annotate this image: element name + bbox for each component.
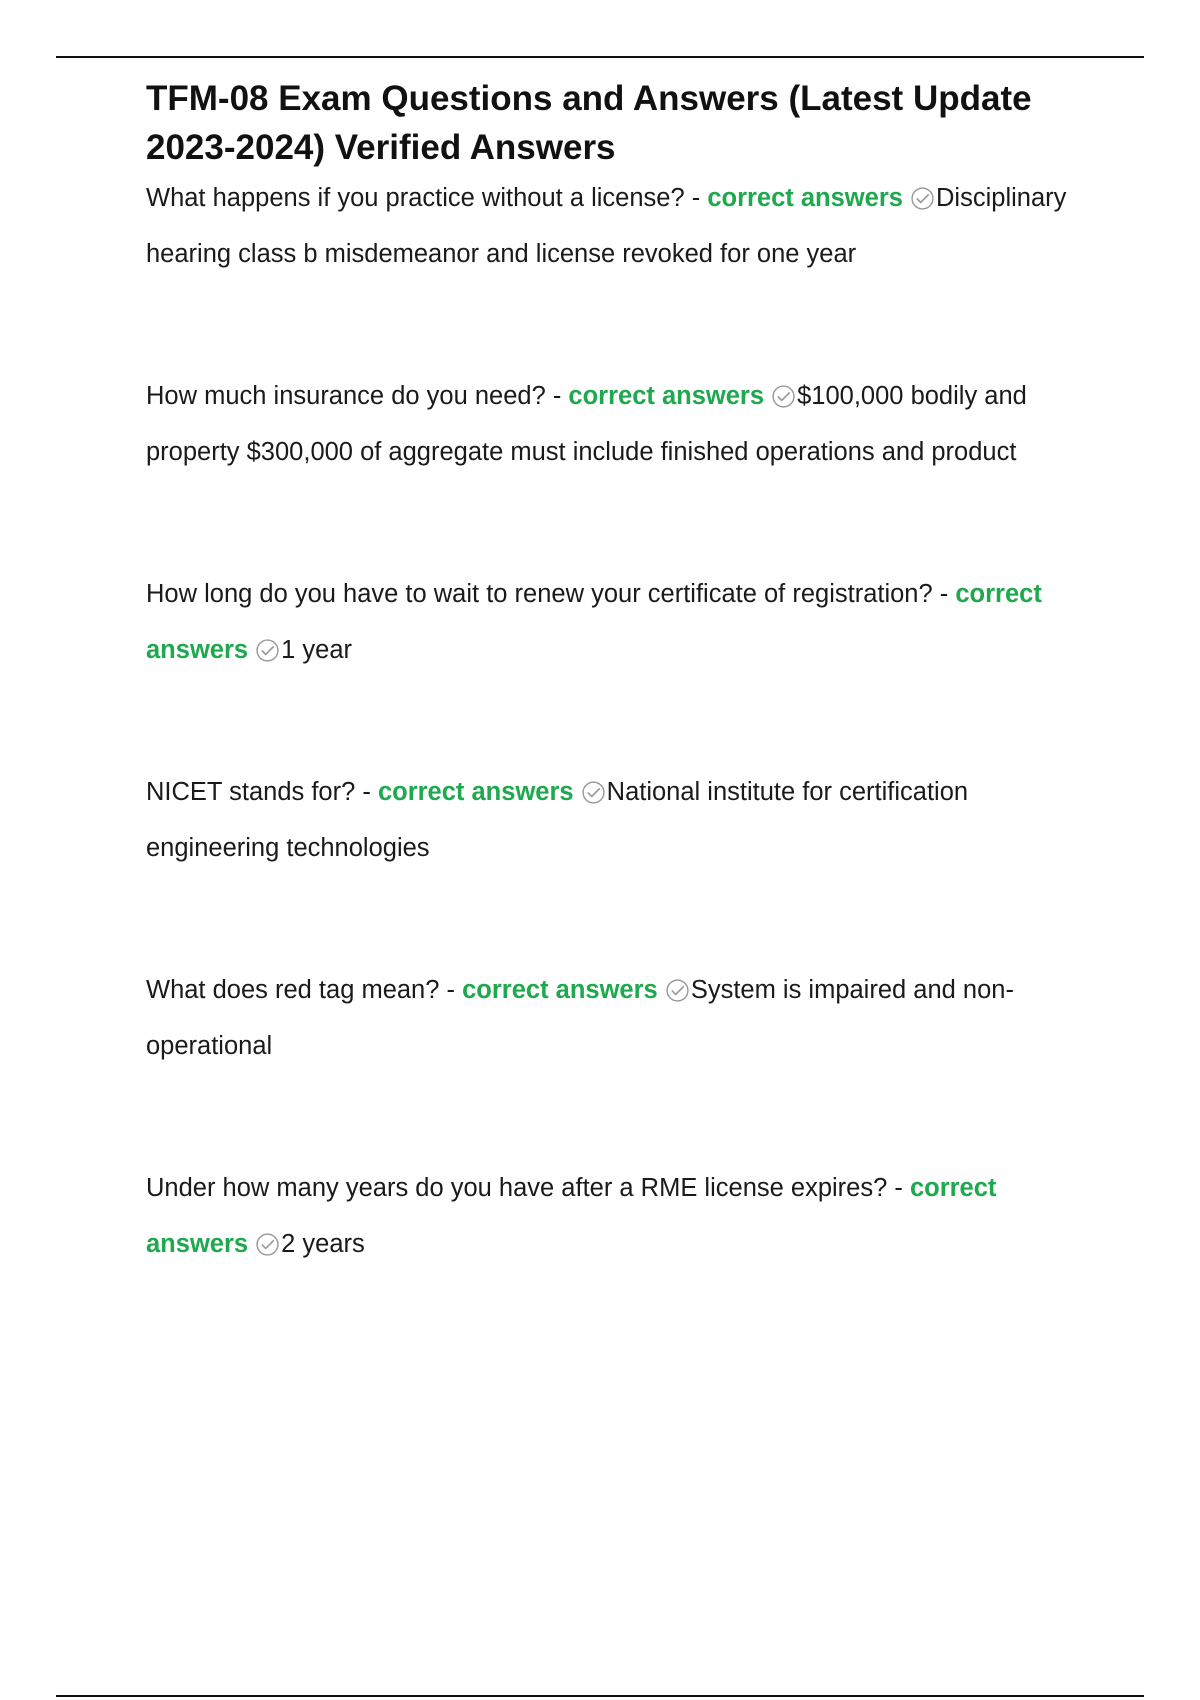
question-text: What does red tag mean? - bbox=[146, 976, 456, 1004]
correct-answers-label: correct answers bbox=[377, 778, 574, 806]
check-circle-icon bbox=[255, 638, 280, 663]
qa-item bbox=[146, 764, 1096, 876]
check-circle-icon bbox=[581, 780, 606, 805]
question-text: Under how many years do you have after a RME license expires? - bbox=[146, 1174, 903, 1202]
answer-text: National institute for certification engineering technologies bbox=[146, 778, 969, 862]
check-circle-icon bbox=[665, 978, 690, 1003]
answer-text: $100,000 bodily and property $300,000 of aggregate must include finished operations and product bbox=[146, 382, 1027, 466]
qa-item bbox=[146, 566, 1096, 678]
correct-answers-label: correct answers bbox=[146, 580, 1042, 664]
bottom-rule bbox=[56, 1695, 1144, 1697]
document-title: TFM-08 Exam Questions and Answers (Latest Update 2023-2024) Verified Answers bbox=[146, 79, 1032, 167]
qa-item bbox=[146, 962, 1096, 1074]
check-circle-icon bbox=[910, 186, 935, 211]
question-text: What happens if you practice without a license? - bbox=[146, 184, 701, 212]
correct-answers-label: correct answers bbox=[568, 382, 765, 410]
document-body bbox=[146, 74, 1096, 1358]
answer-text: 1 year bbox=[281, 636, 353, 664]
qa-item bbox=[146, 1160, 1096, 1272]
correct-answers-label: correct answers bbox=[146, 1174, 997, 1258]
qa-item bbox=[146, 170, 1096, 282]
qa-list bbox=[146, 170, 1096, 1272]
check-circle-icon bbox=[771, 384, 796, 409]
check-circle-icon bbox=[255, 1232, 280, 1257]
top-rule bbox=[56, 56, 1144, 58]
question-text: How long do you have to wait to renew your certificate of registration? - bbox=[146, 580, 949, 608]
question-text: How much insurance do you need? - bbox=[146, 382, 562, 410]
answer-text: Disciplinary hearing class b misdemeanor and license revoked for one year bbox=[146, 184, 1067, 268]
correct-answers-label: correct answers bbox=[707, 184, 903, 212]
correct-answers-label: correct answers bbox=[462, 976, 658, 1004]
question-text: NICET stands for? - bbox=[146, 778, 371, 806]
answer-text: 2 years bbox=[281, 1230, 365, 1258]
qa-item bbox=[146, 368, 1096, 480]
answer-text: System is impaired and non-operational bbox=[146, 976, 1014, 1060]
